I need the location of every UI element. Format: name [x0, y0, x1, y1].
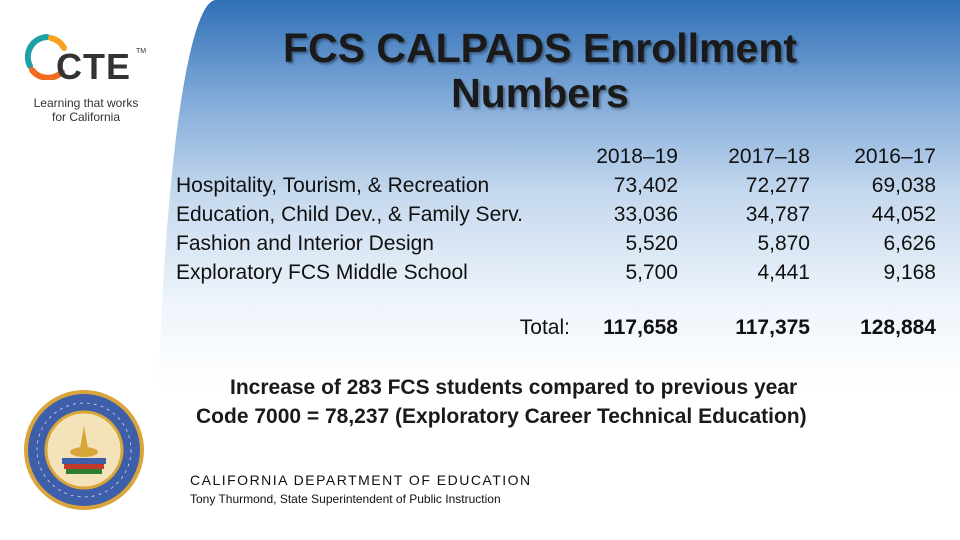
row-label: Hospitality, Tourism, & Recreation [176, 174, 490, 197]
table-cell: 69,038 [871, 174, 936, 197]
table-cell: 33,036 [613, 203, 678, 226]
table-cell: 5,520 [625, 232, 678, 255]
cte-tagline [22, 96, 150, 124]
total-2017-18: 117,375 [735, 316, 810, 339]
column-2017-18 [700, 142, 810, 287]
tagline-line2: for California [51, 110, 121, 124]
column-header: 2018–19 [596, 145, 678, 168]
table-cell: 4,441 [757, 261, 810, 284]
superintendent-line: Tony Thurmond, State Superintendent of Public Instruction [190, 492, 501, 506]
department-of-education-seal-icon [22, 388, 146, 512]
row-label: Exploratory FCS Middle School [176, 261, 468, 284]
increase-note: Increase of 283 FCS students compared to previous year [230, 376, 798, 399]
table-cell: 34,787 [745, 203, 810, 226]
column-header: 2016–17 [854, 145, 936, 168]
table-cell: 6,626 [883, 232, 936, 255]
total-2016-17: 128,884 [860, 316, 936, 339]
trademark-symbol: TM [136, 48, 147, 55]
row-label: Education, Child Dev., & Family Serv. [176, 203, 524, 226]
cde-org-name: CALIFORNIA DEPARTMENT OF EDUCATION [190, 472, 532, 488]
table-cell: 44,052 [871, 203, 936, 226]
total-label: Total: [519, 316, 570, 339]
table-cell: 9,168 [883, 261, 936, 284]
slide-title [200, 26, 880, 116]
row-labels [176, 171, 523, 287]
table-cell: 5,700 [625, 261, 678, 284]
title-line2: Numbers [451, 70, 629, 116]
table-cell: 73,402 [613, 174, 678, 197]
column-2016-17 [820, 142, 936, 287]
total-2018-19: 117,658 [603, 316, 678, 339]
cte-logo [18, 28, 148, 128]
tagline-line1: Learning that works [33, 96, 139, 110]
table-cell: 5,870 [757, 232, 810, 255]
row-label: Fashion and Interior Design [176, 232, 434, 255]
table-cell: 72,277 [745, 174, 810, 197]
column-2018-19 [560, 142, 678, 287]
code-7000-note: Code 7000 = 78,237 (Exploratory Career Technical Education) [196, 405, 807, 428]
cte-wordmark: CTE [56, 46, 131, 87]
column-header: 2017–18 [728, 145, 810, 168]
title-line1: FCS CALPADS Enrollment [282, 25, 798, 71]
